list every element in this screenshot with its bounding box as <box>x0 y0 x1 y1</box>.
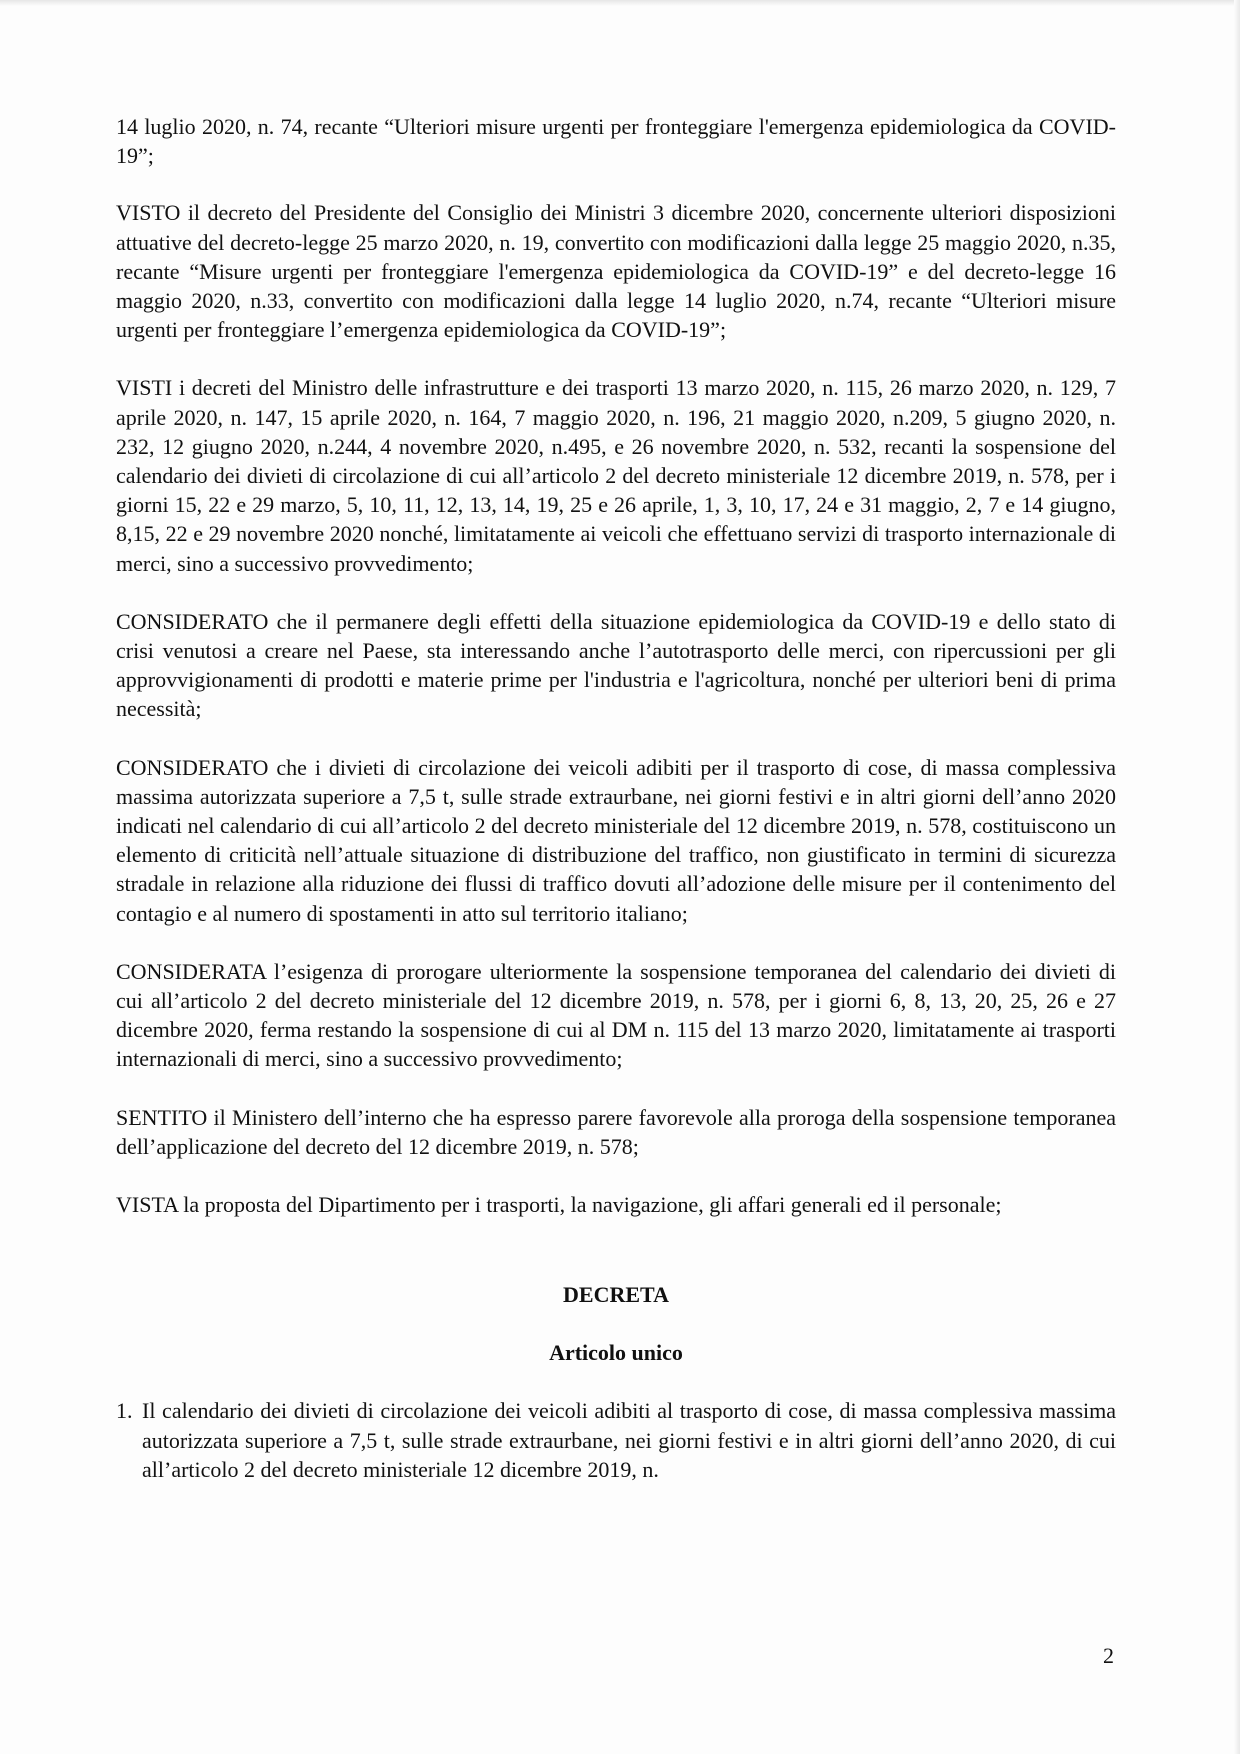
article-item <box>116 1396 1116 1484</box>
paragraph-continuation: 14 luglio 2020, n. 74, recante “Ulteriori misure urgenti per fronteggiare l'emergenza epidemiologica da COVID-19”; <box>116 114 1116 169</box>
scan-edge-top <box>0 0 1240 6</box>
decreta-heading: DECRETA <box>563 1282 669 1308</box>
paragraph-sentito-ministero: SENTITO il Ministero dell’interno che ha espresso parere favorevole alla proroga della sospensione temporanea dell’applicazione del decreto del 12 dicembre 2019, n. 578; <box>116 1104 1116 1159</box>
paragraph-considerato-crisi: CONSIDERATO che il permanere degli effetti della situazione epidemiologica da COVID-19 e dello stato di crisi venutosi a creare nel Paese, sta interessando anche l’autotrasporto delle merci, con ripercussioni per gli approvvigionamenti di prodotti e materie prime per l'industria e l'agricoltura, nonché per ulteriori beni di prima necessità; <box>116 608 1116 722</box>
paragraph-visti-decreti: VISTI i decreti del Ministro delle infrastrutture e dei trasporti 13 marzo 2020, n. 115, 26 marzo 2020, n. 129, 7 aprile 2020, n. 147, 15 aprile 2020, n. 164, 7 maggio 2020, n. 196, 21 maggio 2020, n.209, 5 giugno 2020, n. 232, 12 giugno 2020, n.244, 4 novembre 2020, n.495, e 26 novembre 2020, n. 532, recanti la sospensione del calendario dei divieti di circolazione di cui all’articolo 2 del decreto ministeriale 12 dicembre 2019, n. 578, per i giorni 15, 22 e 29 marzo, 5, 10, 11, 12, 13, 14, 19, 25 e 26 aprile, 1, 3, 10, 17, 24 e 31 maggio, 2, 7 e 14 giugno, 8,15, 22 e 29 novembre 2020 nonché, limitatamente ai veicoli che effettuano servizi di trasporto internazionale di merci, sino a successivo provvedimento; <box>116 375 1116 576</box>
document-body <box>116 112 1116 1484</box>
paragraph-visto-dpcm: VISTO il decreto del Presidente del Consiglio dei Ministri 3 dicembre 2020, concernente ulteriori disposizioni attuative del decreto-legge 25 marzo 2020, n. 19, convertito con modificazioni dalla legge 25 maggio 2020, n.35, recante “Misure urgenti per fronteggiare l'emergenza epidemiologica da COVID-19” e del decreto-legge 16 maggio 2020, n.33, convertito con modificazioni dalla legge 14 luglio 2020, n.74, recante “Ulteriori misure urgenti per fronteggiare l’emergenza epidemiologica da COVID-19”; <box>116 200 1116 343</box>
paragraph-vista-proposta: VISTA la proposta del Dipartimento per i trasporti, la navigazione, gli affari generali ed il personale; <box>116 1192 1002 1218</box>
article-item-number: 1. <box>116 1398 133 1424</box>
scan-edge-right <box>1234 0 1240 1754</box>
article-item-text: Il calendario dei divieti di circolazione dei veicoli adibiti al trasporto di cose, di massa complessiva massima autorizzata superiore a 7,5 t, sulle strade extraurbane, nei giorni festivi e in altri giorni dell’anno 2020, di cui all’articolo 2 del decreto ministeriale 12 dicembre 2019, n. <box>142 1398 1116 1482</box>
paragraph-considerata-esigenza: CONSIDERATA l’esigenza di prorogare ulteriormente la sospensione temporanea del calendario dei divieti di cui all’articolo 2 del decreto ministeriale del 12 dicembre 2019, n. 578, per i giorni 6, 8, 13, 20, 25, 26 e 27 dicembre 2020, ferma restando la sospensione di cui al DM n. 115 del 13 marzo 2020, limitatamente ai trasporti internazionali di merci, sino a successivo provvedimento; <box>116 958 1116 1072</box>
page-number: 2 <box>1103 1643 1114 1668</box>
article-heading: Articolo unico <box>549 1340 683 1366</box>
paragraph-considerato-divieti: CONSIDERATO che i divieti di circolazione dei veicoli adibiti per il trasporto di cose, di massa complessiva massima autorizzata superiore a 7,5 t, sulle strade extraurbane, nei giorni festivi e in altri giorni dell’anno 2020 indicati nel calendario di cui all’articolo 2 del decreto ministeriale del 12 dicembre 2019, n. 578, costituiscono un elemento di criticità nell’attuale situazione di distribuzione del traffico, non giustificato in termini di sicurezza stradale in relazione alla riduzione dei flussi di traffico dovuti all’adozione delle misure per il contenimento del contagio e al numero di spostamenti in atto sul territorio italiano; <box>116 754 1116 926</box>
